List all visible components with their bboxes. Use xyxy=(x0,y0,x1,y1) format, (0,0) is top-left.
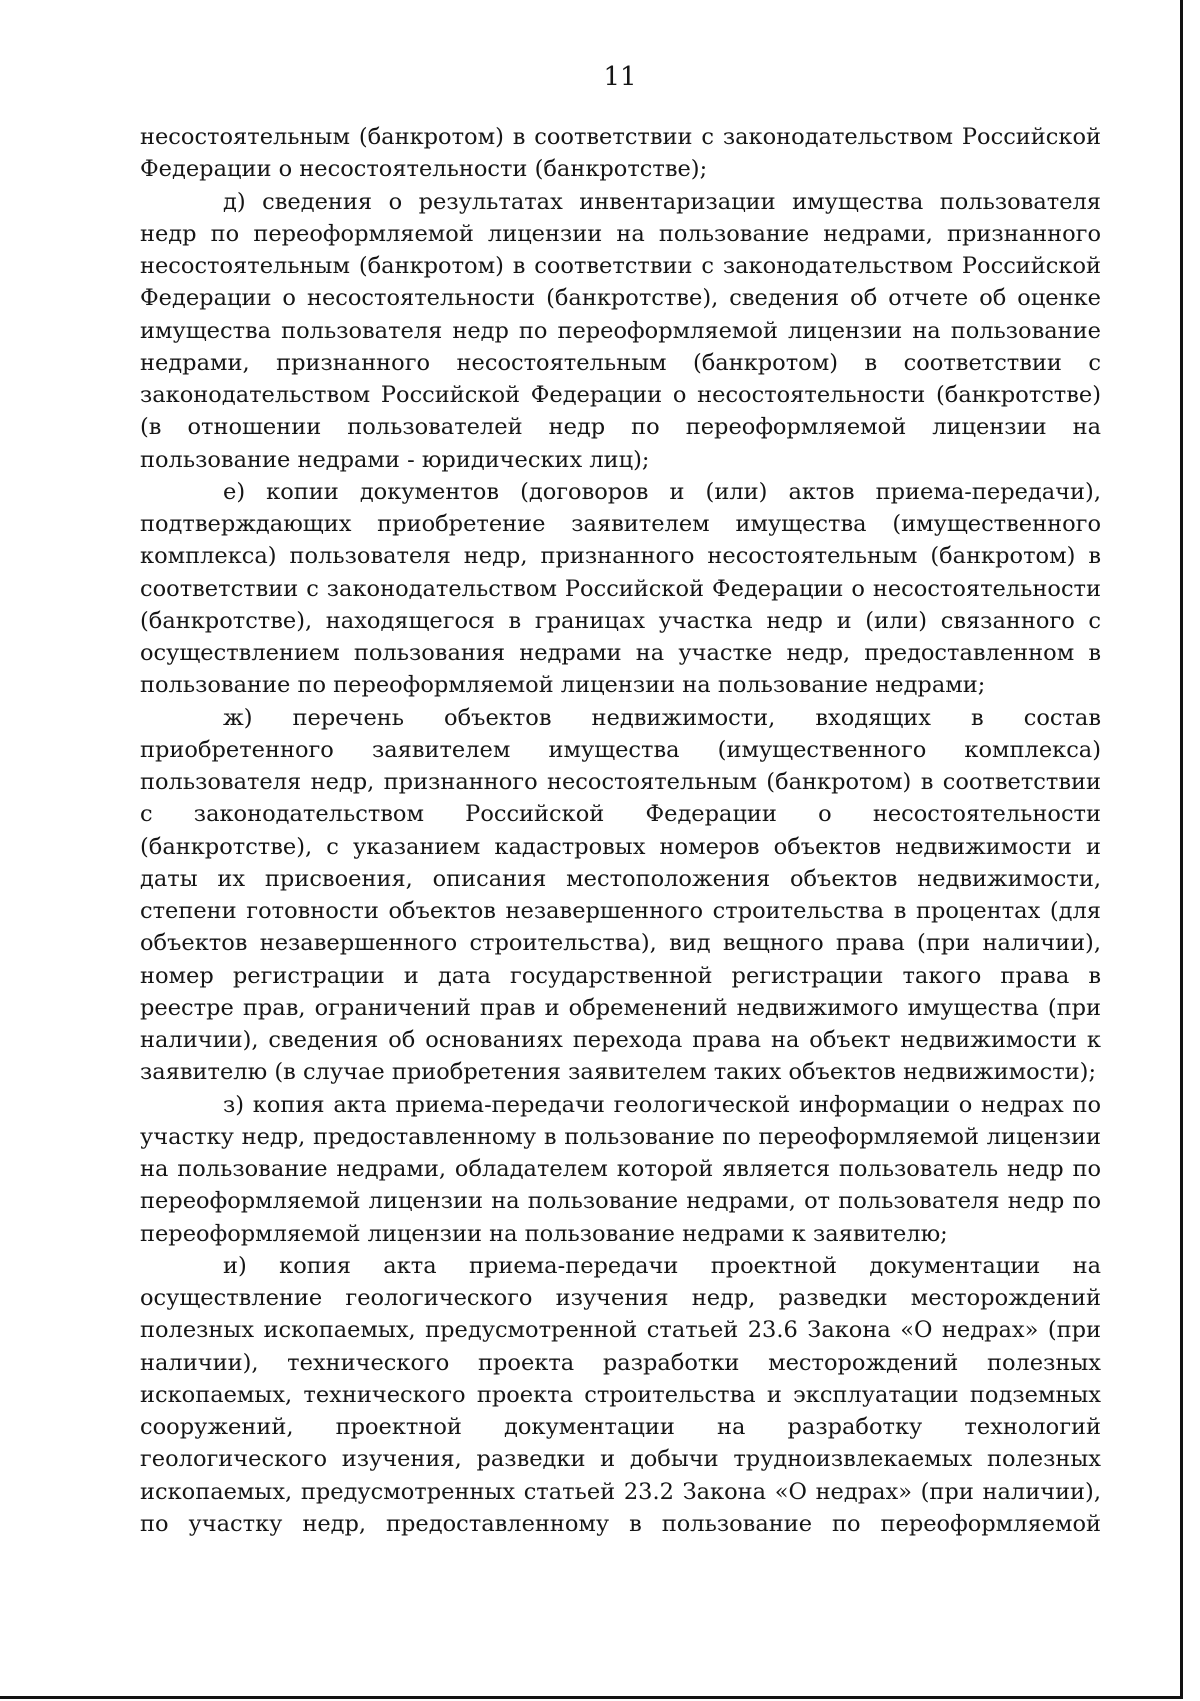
paragraph-item-z: з) копия акта приема-передачи геологической информации о недрах по участку недр, предоставленному в пользование по переоформляемой лицензии на пользование недрами, обладателем которой является пользователь недр по переоформляемой лицензии на пользование недрами, от пользователя недр по переоформляемой лицензии на пользование недрами к заявителю; xyxy=(140,1091,1101,1247)
page-number: 11 xyxy=(603,62,637,92)
paragraph-item-zh: ж) перечень объектов недвижимости, входящих в состав приобретенного заявителем имущества (имущественного комплекса) пользователя недр, признанного несостоятельным (банкротом) в соответствии с законодательством Российской Федерации о несостоятельности (банкротстве), с указанием кадастровых номеров объектов недвижимости и даты их присвоения, описания местоположения объектов недвижимости, степени готовности объектов незавершенного строительства в процентах (для объектов незавершенного строительства), вид вещного права (при наличии), номер регистрации и дата государственной регистрации такого права в реестре прав, ограничений прав и обременений недвижимого имущества (при наличии), сведения об основаниях перехода права на объект недвижимости к заявителю (в случае приобретения заявителем таких объектов недвижимости); xyxy=(140,704,1101,1086)
document-body xyxy=(140,121,1101,1540)
paragraph-item-i: и) копия акта приема-передачи проектной документации на осуществление геологического изучения недр, разведки месторождений полезных ископаемых, предусмотренной статьей 23.6 Закона «О недрах» (при наличии), технического проекта разработки месторождений полезных ископаемых, технического проекта строительства и эксплуатации подземных сооружений, проектной документации на разработку технологий геологического изучения, разведки и добычи трудноизвлекаемых полезных ископаемых, предусмотренных статьей 23.2 Закона «О недрах» (при наличии), по участку недр, предоставленному в пользование по переоформляемой xyxy=(140,1252,1101,1537)
paragraph-continuation: несостоятельным (банкротом) в соответствии с законодательством Российской Федерации о несостоятельности (банкротстве); xyxy=(140,124,1101,183)
paragraph-item-d: д) сведения о результатах инвентаризации имущества пользователя недр по переоформляемой лицензии на пользование недрами, признанного несостоятельным (банкротом) в соответствии с законодательством Российской Федерации о несостоятельности (банкротстве), сведения об отчете об оценке имущества пользователя недр по переоформляемой лицензии на пользование недрами, признанного несостоятельным (банкротом) в соответствии с законодательством Российской Федерации о несостоятельности (банкротстве) (в отношении пользователей недр по переоформляемой лицензии на пользование недрами - юридических лиц); xyxy=(140,188,1101,473)
page-border-bottom xyxy=(0,1696,1183,1699)
paragraph-item-e: е) копии документов (договоров и (или) актов приема-передачи), подтверждающих приобретение заявителем имущества (имущественного комплекса) пользователя недр, признанного несостоятельным (банкротом) в соответствии с законодательством Российской Федерации о несостоятельности (банкротстве), находящегося в границах участка недр и (или) связанного с осуществлением пользования недрами на участке недр, предоставленном в пользование по переоформляемой лицензии на пользование недрами; xyxy=(140,478,1101,699)
page-border-right xyxy=(1180,0,1183,1699)
